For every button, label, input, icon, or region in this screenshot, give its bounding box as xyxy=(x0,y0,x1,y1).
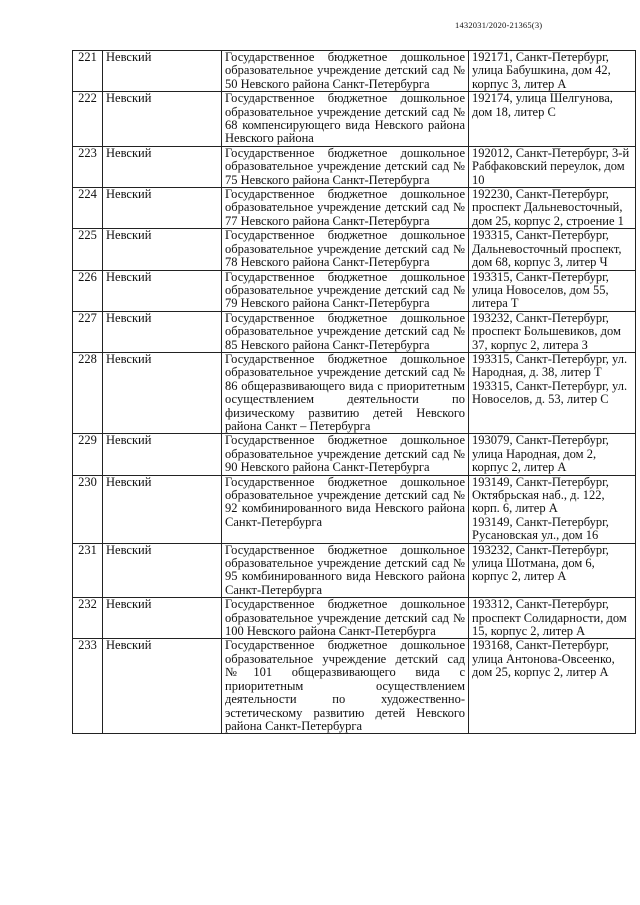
organization-cell: Государственное бюджетное дошкольное образовательное учреждение детский сад № 79 Невского района Санкт-Петербурга xyxy=(222,270,469,311)
address-cell xyxy=(469,598,636,639)
table-row xyxy=(73,352,636,433)
row-number-cell: 232 xyxy=(73,598,103,639)
organization-cell: Государственное бюджетное дошкольное образовательное учреждение детский сад № 90 Невского района Санкт-Петербурга xyxy=(222,434,469,475)
row-number-cell: 229 xyxy=(73,434,103,475)
district-cell: Невский xyxy=(103,598,222,639)
district-cell: Невский xyxy=(103,146,222,187)
table-row xyxy=(73,188,636,229)
organization-cell: Государственное бюджетное дошкольное образовательное учреждение детский сад № 75 Невского района Санкт-Петербурга xyxy=(222,146,469,187)
table-row xyxy=(73,311,636,352)
address-line: 192171, Санкт-Петербург, улица Бабушкина, дом 42, корпус 3, литер А xyxy=(472,50,611,91)
address-line: 193149, Санкт-Петербург, Русановская ул., дом 16 xyxy=(472,514,609,543)
table-row xyxy=(73,51,636,92)
address-line: 193315, Санкт-Петербург, ул. Новоселов, д. 53, литер С xyxy=(472,378,628,407)
address-cell xyxy=(469,543,636,598)
district-cell: Невский xyxy=(103,434,222,475)
district-cell: Невский xyxy=(103,639,222,734)
address-line: 193168, Санкт-Петербург, улица Антонова-Овсеенко, дом 25, корпус 2, литер А xyxy=(472,638,615,680)
registry-table-body xyxy=(73,51,636,734)
district-cell: Невский xyxy=(103,352,222,433)
address-cell xyxy=(469,352,636,433)
address-line: 193079, Санкт-Петербург, улица Народная, дом 2, корпус 2, литер А xyxy=(472,433,609,475)
address-line: 193232, Санкт-Петербург, улица Шотмана, дом 6, корпус 2, литер А xyxy=(472,542,609,584)
table-row xyxy=(73,598,636,639)
organization-cell: Государственное бюджетное дошкольное образовательное учреждение детский сад № 50 Невского района Санкт-Петербурга xyxy=(222,51,469,92)
address-cell xyxy=(469,475,636,543)
address-cell xyxy=(469,146,636,187)
row-number-cell: 224 xyxy=(73,188,103,229)
table-row xyxy=(73,146,636,187)
organization-cell: Государственное бюджетное дошкольное образовательное учреждение детский сад № 68 компенсирующего вида Невского района Невского района xyxy=(222,92,469,147)
row-number-cell: 230 xyxy=(73,475,103,543)
address-cell xyxy=(469,434,636,475)
district-cell: Невский xyxy=(103,188,222,229)
address-cell xyxy=(469,188,636,229)
row-number-cell: 225 xyxy=(73,229,103,270)
address-cell xyxy=(469,270,636,311)
address-cell xyxy=(469,92,636,147)
organization-cell: Государственное бюджетное дошкольное образовательное учреждение детский сад № 78 Невского района Санкт-Петербурга xyxy=(222,229,469,270)
district-cell: Невский xyxy=(103,270,222,311)
address-line: 193315, Санкт-Петербург, Дальневосточный проспект, дом 68, корпус 3, литер Ч xyxy=(472,228,622,270)
district-cell: Невский xyxy=(103,92,222,147)
address-cell xyxy=(469,311,636,352)
table-row xyxy=(73,434,636,475)
organization-cell: Государственное бюджетное дошкольное образовательное учреждение детский сад № 95 комбинированного вида Невского района Санкт-Петербурга xyxy=(222,543,469,598)
table-row xyxy=(73,92,636,147)
organization-cell: Государственное бюджетное дошкольное образовательное учреждение детский сад № 100 Невского района Санкт-Петербурга xyxy=(222,598,469,639)
registry-table xyxy=(72,50,636,734)
address-cell xyxy=(469,639,636,734)
address-line: 193149, Санкт-Петербург, Октябрьская наб., д. 122, корп. 6, литер А xyxy=(472,474,609,516)
table-row xyxy=(73,229,636,270)
table-row xyxy=(73,475,636,543)
row-number-cell: 233 xyxy=(73,639,103,734)
district-cell: Невский xyxy=(103,311,222,352)
address-line: 193312, Санкт-Петербург, проспект Солидарности, дом 15, корпус 2, литер А xyxy=(472,597,627,639)
row-number-cell: 223 xyxy=(73,146,103,187)
address-line: 192012, Санкт-Петербург, 3-й Рабфаковский переулок, дом 10 xyxy=(472,145,630,187)
row-number-cell: 227 xyxy=(73,311,103,352)
row-number-cell: 221 xyxy=(73,51,103,92)
organization-cell: Государственное бюджетное дошкольное образовательное учреждение детский сад № 85 Невского района Санкт-Петербурга xyxy=(222,311,469,352)
row-number-cell: 231 xyxy=(73,543,103,598)
organization-cell: Государственное бюджетное дошкольное образовательное учреждение детский сад № 86 общеразвивающего вида с приоритетным осуществлением деятельности по физическому развитию детей Невского района Санкт – Петербурга xyxy=(222,352,469,433)
district-cell: Невский xyxy=(103,543,222,598)
table-row xyxy=(73,639,636,734)
organization-cell: Государственное бюджетное дошкольное образовательное учреждение детский сад № 92 комбинированного вида Невского района Санкт-Петербурга xyxy=(222,475,469,543)
address-line: 193315, Санкт-Петербург, ул. Народная, д. 38, литер Т xyxy=(472,351,628,380)
row-number-cell: 222 xyxy=(73,92,103,147)
document-number: 1432031/2020-21365(3) xyxy=(455,20,543,30)
address-cell xyxy=(469,229,636,270)
row-number-cell: 226 xyxy=(73,270,103,311)
address-line: 192174, улица Шелгунова, дом 18, литер С xyxy=(472,91,613,119)
table-row xyxy=(73,270,636,311)
address-line: 193315, Санкт-Петербург, улица Новоселов, дом 55, литера Т xyxy=(472,269,609,311)
organization-cell: Государственное бюджетное дошкольное образовательное учреждение детский сад № 77 Невского района Санкт-Петербурга xyxy=(222,188,469,229)
address-line: 193232, Санкт-Петербург, проспект Большевиков, дом 37, корпус 2, литера З xyxy=(472,310,621,352)
table-row xyxy=(73,543,636,598)
address-line: 192230, Санкт-Петербург, проспект Дальневосточный, дом 25, корпус 2, строение 1 xyxy=(472,187,624,228)
district-cell: Невский xyxy=(103,229,222,270)
row-number-cell: 228 xyxy=(73,352,103,433)
address-cell xyxy=(469,51,636,92)
district-cell: Невский xyxy=(103,475,222,543)
organization-cell: Государственное бюджетное дошкольное образовательное учреждение детский сад №101 общеразвивающего вида с приоритетным осуществлением деятельности по художественно-эстетическому развитию детей Невского района Санкт-Петербурга xyxy=(222,639,469,734)
district-cell: Невский xyxy=(103,51,222,92)
